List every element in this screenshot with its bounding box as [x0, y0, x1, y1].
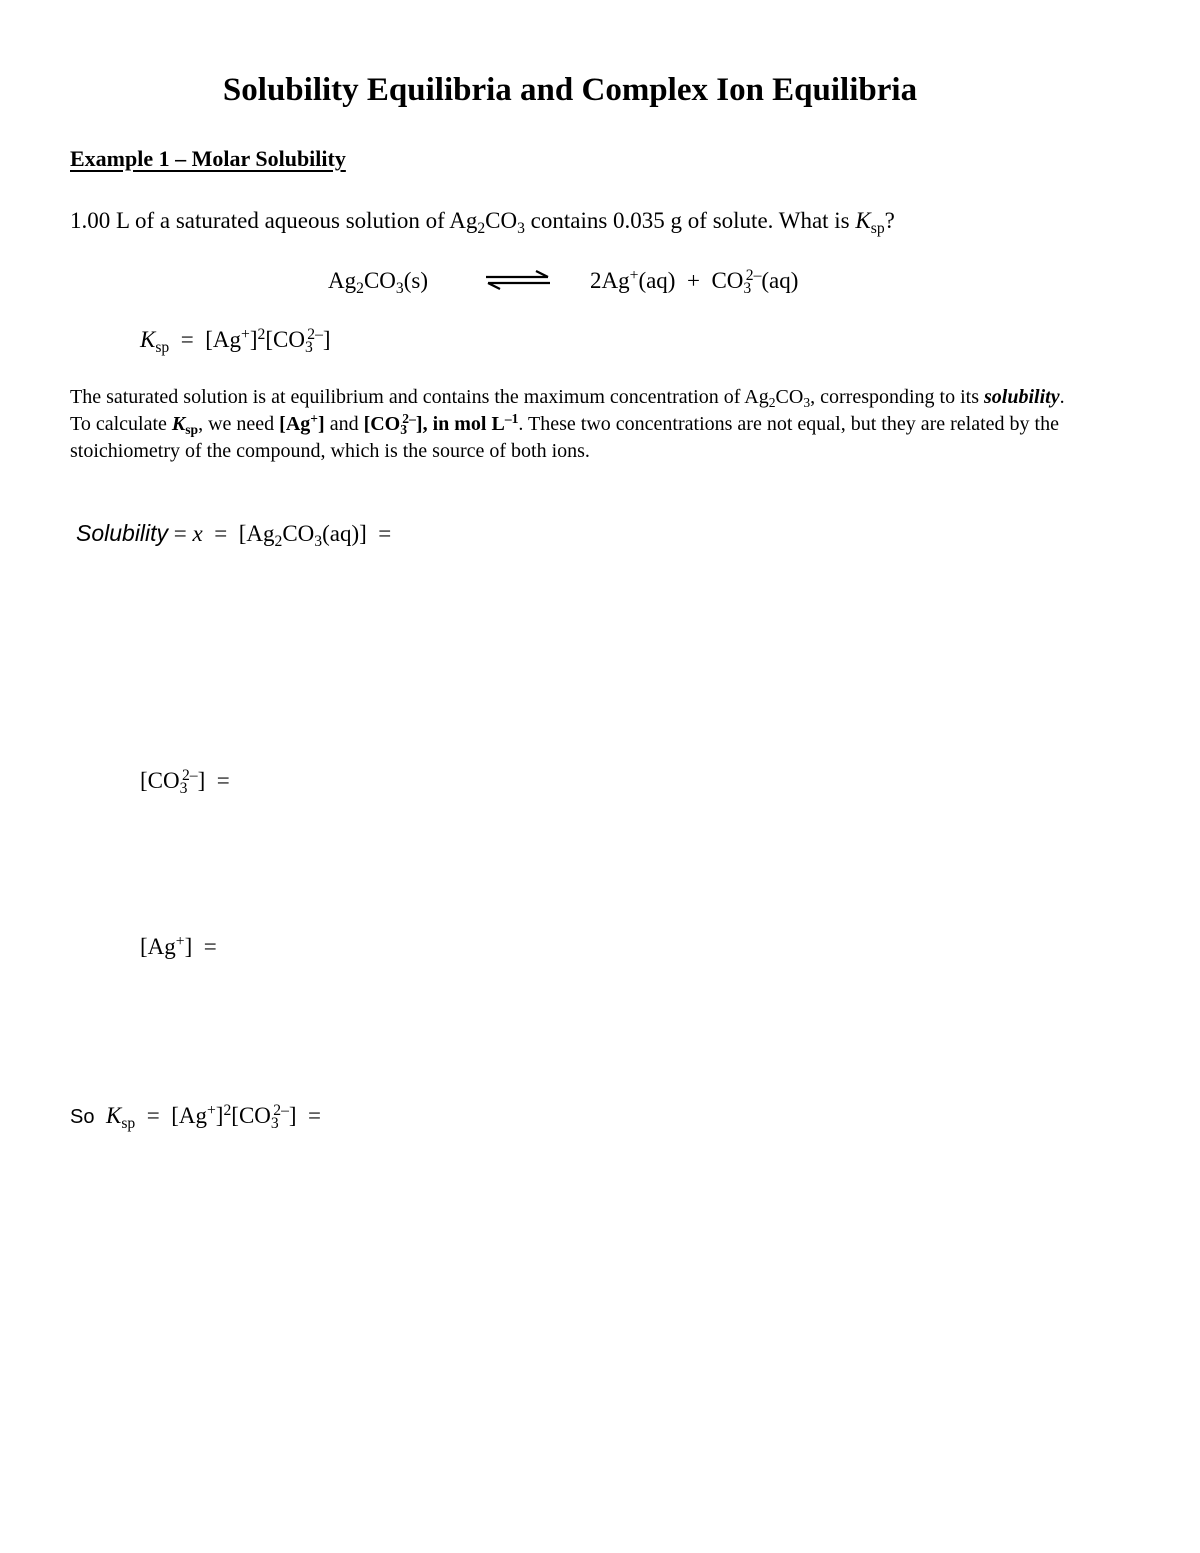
equilibrium-arrows-icon — [484, 270, 552, 290]
carbonate-concentration-line: $[CO_3^{2-}]$ = — [140, 766, 230, 797]
reaction-reactant: $Ag_2CO_3(s)$ — [328, 268, 428, 297]
solubility-line: Solubility = $x = [Ag_2CO_3(aq)]$ = — [76, 520, 392, 550]
explanation-paragraphs — [70, 384, 1130, 465]
question-text: 1.00 L of a saturated aqueous solution of $Ag_2CO_3$ contains 0.035 g of solute. What is $K_{sp}$? — [70, 208, 895, 237]
paragraph-equilibrium: The saturated solution is at equilibrium and contains the maximum concentration of $Ag_2CO_3$, corresponding to its solubility. — [70, 386, 1065, 411]
paragraph-calculate: To calculate $K_{sp}$, we need [Ag+] and $[CO_3^{2-}]$, in mol $L^{-1}$. These two concentrations are not equal, but they are related by the stoichiometry of the compound, which is the source of both ions. — [70, 410, 1059, 462]
page-title: Solubility Equilibria and Complex Ion Equilibria — [222, 72, 918, 108]
final-ksp-line: So $K_{sp} = [Ag^+]^2[CO_3^{2-}]$ = — [70, 1101, 322, 1132]
reaction-products: $2Ag^+(aq) + CO_3^{2-}(aq)$ — [590, 266, 799, 297]
example-heading: Example 1 – Molar Solubility — [70, 146, 346, 171]
silver-concentration-line: [Ag+] = — [140, 932, 217, 959]
ksp-expression: $K_{sp} = [Ag^+]^2[CO_3^{2-}]$ — [140, 325, 331, 356]
